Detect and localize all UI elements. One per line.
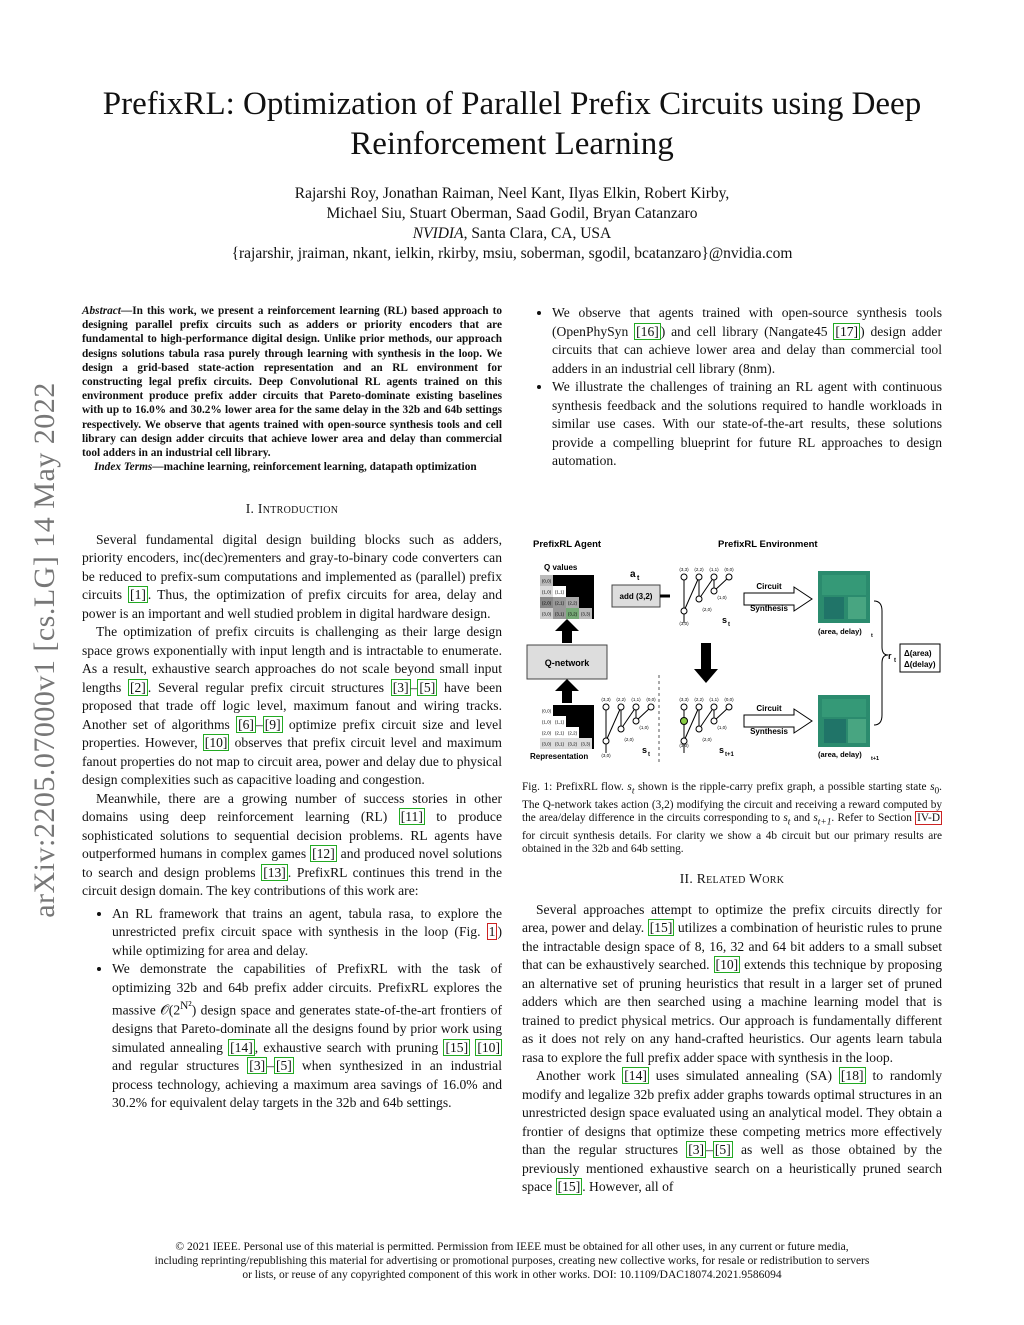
right-column bbox=[522, 304, 942, 471]
svg-text:s: s bbox=[642, 745, 648, 755]
svg-text:(3,3): (3,3) bbox=[580, 741, 591, 747]
section-link[interactable]: IV-D bbox=[917, 812, 940, 825]
action-label: add (3,2) bbox=[619, 592, 653, 601]
citation-link[interactable]: [9] bbox=[264, 716, 281, 732]
related-work bbox=[522, 870, 942, 1197]
state-grid bbox=[540, 705, 594, 749]
citation-link[interactable]: [10] bbox=[715, 957, 739, 972]
list-item: • An RL framework that trains an agent, tabula rasa, to explore the unrestricted prefix circuit space with synthesis in the loop (Fig. 1 ) while optimizing for area and delay. bbox=[112, 905, 502, 961]
abstract bbox=[82, 304, 502, 460]
svg-text:(1,1): (1,1) bbox=[554, 719, 565, 725]
citation-link[interactable]: [3] bbox=[392, 679, 409, 695]
citation-link[interactable]: [15] bbox=[445, 1039, 469, 1055]
citation-link[interactable]: [10] bbox=[204, 735, 228, 751]
title-line-1: PrefixRL: Optimization of Parallel Prefix Circuits using Deep bbox=[102, 86, 922, 122]
arrow-down-icon bbox=[694, 643, 718, 683]
svg-text:a: a bbox=[630, 569, 636, 580]
arrow-up-icon bbox=[555, 619, 579, 643]
affiliation-location: , Santa Clara, CA, USA bbox=[463, 225, 612, 242]
svg-text:(1,0): (1,0) bbox=[639, 725, 649, 730]
svg-text:s: s bbox=[722, 615, 728, 625]
intro-paragraph-2: The optimization of prefix circuits is challenging as their large design space grows exponentially with input length and is intractable to enumerate. As a result, exhaustive search approaches do not scale beyond small input lengths [2] . Several regular prefix circuit structures [3] – [5] have been proposed that trade off logic level, maximum fanout and wiring tracks. Another set of algorithms [6] – [9] optimize prefix circuit size and level properties. However, [10] observes that prefix circuit level and maximum fanout properties do not map to circuit area, power and delay due to physical design complexities such as capacitive loading and congestion. bbox=[82, 624, 502, 788]
svg-text:(3,2): (3,2) bbox=[567, 741, 578, 747]
index-terms-label: Index Terms bbox=[94, 461, 153, 474]
citation-link[interactable]: [12] bbox=[312, 846, 335, 862]
brace bbox=[874, 601, 888, 725]
citation-link[interactable]: [16] bbox=[636, 323, 659, 339]
arxiv-id-text: arXiv:2205.07000v1 [cs.LG] 14 May 2022 bbox=[28, 382, 61, 918]
svg-text:(3,0): (3,0) bbox=[541, 741, 552, 747]
index-terms bbox=[82, 460, 502, 474]
affiliation-org: NVIDIA bbox=[412, 225, 464, 242]
svg-text:(3,0): (3,0) bbox=[541, 611, 552, 617]
citation-link[interactable]: [6] bbox=[238, 716, 254, 732]
svg-text:(1,1): (1,1) bbox=[709, 697, 719, 702]
citation-link[interactable]: [2] bbox=[129, 679, 146, 695]
svg-text:(1,0): (1,0) bbox=[541, 589, 552, 595]
svg-text:(2,0): (2,0) bbox=[541, 730, 552, 736]
citation-link[interactable]: [10] bbox=[477, 1039, 500, 1055]
svg-text:(0,0): (0,0) bbox=[724, 567, 734, 572]
svg-text:Circuit: Circuit bbox=[756, 704, 782, 713]
related-paragraph-2: Another work [14] uses simulated annealing (SA) [18] to randomly modify and legalize 32b prefix adder graphs towards optimal structures in an unrestricted design space evaluated using an analytical model. They obtain a frontier of designs that optimize these competing metrics more effectively than the regular structures [3] – [5] as well as those obtained by the previously mentioned exhaustive search on a heuristically pruned search space [15] . However, all of bbox=[522, 1068, 943, 1194]
prefix-graph-st1 bbox=[679, 697, 734, 753]
list-item: • We observe that agents trained with open-source synthesis tools (OpenPhySyn [16] ) and cell library (Nangate45 [17] ) design adder circuits that can achieve lower area and delay than commercial tool adders in an industrial cell library (8nm). bbox=[552, 304, 942, 378]
svg-text:(3,3): (3,3) bbox=[679, 567, 689, 572]
section-heading-introduction: I. Introduction bbox=[245, 501, 339, 517]
prefix-graph-input bbox=[601, 697, 656, 758]
related-paragraph-1: Several approaches attempt to optimize the prefix circuits directly for area, power and delay. [15] utilizes a combination of heuristic rules to prune the intractable design space of 8, 16, 32 and 64 bit adders to a small subset that can be exhaustively searched. [10] extends this technique by proposing an alternative set of pruning heuristics that result in a larger set of pruned adders which are then searched using a machine learning model that is trained to predict physical metrics. Our approach is fundamentally different as it does not rely on any hand-crafted heuristics. Our agents learn tabula rasa to explore the full prefix adder space with synthesis in the loop. bbox=[522, 901, 942, 1065]
citation-link[interactable]: [13] bbox=[263, 864, 286, 880]
svg-text:(2,0): (2,0) bbox=[624, 737, 634, 742]
citation-link[interactable]: [3] bbox=[688, 1142, 705, 1157]
svg-text:(1,0): (1,0) bbox=[541, 719, 552, 725]
svg-text:(3,0): (3,0) bbox=[601, 753, 611, 758]
intro-paragraph-3: Meanwhile, there are a growing number of success stories in other domains using deep reinforcement learning (RL) [11] to produce sophisticated solutions to sequential decision problems. RL agents have outperformed humans in complex games [12] and produced novel solutions to search and design problems [13] . PrefixRL continues this trend in the circuit design domain. The key contributions of this work are: bbox=[82, 790, 502, 899]
paper-title bbox=[60, 84, 964, 164]
agent-title: PrefixRL Agent bbox=[533, 539, 602, 550]
big-o-math: 𝒪(2 bbox=[160, 1002, 181, 1018]
citation-link[interactable]: [14] bbox=[230, 1039, 253, 1055]
abstract-label: Abstract bbox=[82, 305, 121, 317]
svg-text:(3,3): (3,3) bbox=[601, 697, 611, 702]
citation-link[interactable]: [1] bbox=[130, 587, 146, 603]
svg-text:(2,2): (2,2) bbox=[694, 697, 704, 702]
citation-link[interactable]: [18] bbox=[840, 1068, 864, 1083]
author-emails: {rajarshir, jraiman, nkant, ielkin, rkirby, msiu, soberman, sgodil, bcatanzaro}@nvidia.com bbox=[231, 245, 793, 262]
affiliation bbox=[60, 224, 964, 244]
section-heading-related-work: II. Related Work bbox=[679, 871, 785, 886]
svg-text:(3,1): (3,1) bbox=[554, 611, 565, 617]
svg-text:(2,2): (2,2) bbox=[567, 730, 578, 736]
svg-text:(0,0): (0,0) bbox=[541, 578, 552, 584]
svg-text:(2,2): (2,2) bbox=[616, 697, 626, 702]
footer-line-2: including reprinting/republishing this material for advertising or promotional purposes, creating new collective works, for resale or redistribution to servers bbox=[154, 1255, 870, 1267]
svg-text:(1,1): (1,1) bbox=[631, 697, 641, 702]
figure-caption: Fig. 1: PrefixRL flow. $s_t$ shown is the ripple-carry prefix graph, a possible starting state $s_0$. The Q-network takes action (3,2) modifying the circuit and receiving a reward computed by the area/delay difference in the circuits corresponding to $s_t$ and $s_{t+1}$. Refer to Section IV-D for circuit synthesis details. For clarity we show a 4b circuit but our primary results are obtained in the 32b and 64b setting. bbox=[522, 781, 942, 856]
footer-line-3: or lists, or reuse of any copyrighted component of this work in other works. DOI: 10.1109/DAC18074.2021.9586094 bbox=[242, 1269, 782, 1281]
svg-text:(3,1): (3,1) bbox=[554, 741, 565, 747]
svg-text:(2,1): (2,1) bbox=[554, 730, 565, 736]
svg-text:(area, delay): (area, delay) bbox=[818, 750, 862, 759]
citation-link[interactable]: [15] bbox=[649, 920, 673, 935]
svg-text:(0,0): (0,0) bbox=[541, 708, 552, 714]
environment-title: PrefixRL Environment bbox=[718, 539, 818, 550]
citation-link[interactable]: [11] bbox=[400, 809, 423, 825]
arxiv-identifier bbox=[20, 340, 70, 960]
list-item: • We illustrate the challenges of training an RL agent with continuous synthesis feedback and the solutions required to handle workloads in similar use cases. With our state-of-the-art results, these solutions provide a compelling blueprint for future RL approaches to design automation. bbox=[552, 378, 942, 471]
svg-text:(2,1): (2,1) bbox=[554, 600, 565, 606]
authors-line-1: Rajarshi Roy, Jonathan Raiman, Neel Kant, Ilyas Elkin, Robert Kirby, bbox=[294, 185, 730, 202]
citation-link[interactable]: [15] bbox=[557, 1179, 581, 1194]
svg-text:(3,2): (3,2) bbox=[567, 611, 578, 617]
footer-line-1: © 2021 IEEE. Personal use of this material is permitted. Permission from IEEE must be obtained for all other uses, in any current or future media, bbox=[175, 1241, 849, 1253]
svg-text:Δ(area): Δ(area) bbox=[904, 649, 932, 658]
citation-link[interactable]: [5] bbox=[714, 1142, 731, 1157]
svg-text:(3,0): (3,0) bbox=[679, 621, 689, 626]
citation-link[interactable]: [17] bbox=[835, 323, 859, 339]
copyright-footer bbox=[80, 1240, 944, 1282]
figure-link[interactable]: 1 bbox=[488, 924, 496, 940]
abstract-text: —In this work, we present a reinforcement learning (RL) based approach to designing parallel prefix circuits such as adders or priority encoders that are fundamental to high-performance digital design. Unlike prior methods, our approach designs solutions tabula rasa purely through learning with synthesis in the loop. We design a grid-based state-action representation and an RL environment for constructing legal prefix circuits. Deep Convolutional RL agents trained on this environment produce prefix adder circuits that Pareto-dominate existing baselines with up to 16.0% and 30.2% lower area for the same delay in the 32b and 64b settings respectively. We observe that agents trained with open-source synthesis tools and cell library can design adder circuits that achieve lower area and delay than commercial tool adders in an industrial cell library. bbox=[82, 305, 502, 460]
representation-label: Representation bbox=[530, 752, 589, 761]
citation-link[interactable]: [5] bbox=[419, 679, 436, 695]
synthesis-label: Synthesis bbox=[750, 604, 788, 613]
index-terms-text: —machine learning, reinforcement learning, datapath optimization bbox=[152, 461, 477, 474]
svg-text:t: t bbox=[894, 658, 896, 664]
svg-text:(0,0): (0,0) bbox=[724, 697, 734, 702]
intro-paragraph-1: Several fundamental digital design building blocks such as adders, priority encoders, inc(dec)rementers and gray-to-binary code converters can be reduced to prefix-sum computations and implemented as (parallel) prefix circuits [1] . Thus, the optimization of prefix circuits for area, delay and power is an important and well studied problem in digital hardware design. bbox=[82, 531, 502, 621]
svg-text:Synthesis: Synthesis bbox=[750, 727, 788, 736]
svg-text:t: t bbox=[648, 752, 650, 758]
q-values-label: Q values bbox=[544, 563, 578, 572]
svg-text:(2,2): (2,2) bbox=[567, 600, 578, 606]
svg-text:Δ(delay): Δ(delay) bbox=[904, 660, 936, 669]
list-item: • We demonstrate the capabilities of PrefixRL with the task of optimizing 32b and 64b prefix adder circuits. PrefixRL explores the massive $𝒪(2^{N^2})$ design space and generates state-of-the-art frontiers of designs that Pareto-dominate all the designs found by prior work using simulated annealing [14] , exhaustive search with pruning [15] [10] and regular structures [3] – [5] when synthesized in an industrial process technology, achieving a maximum area savings of 16.0% and 30.2% for equivalent delay targets in the 32b and 64b settings. bbox=[112, 960, 502, 1113]
svg-text:t: t bbox=[637, 575, 640, 582]
svg-text:s: s bbox=[719, 745, 725, 755]
citation-link[interactable]: [5] bbox=[275, 1058, 292, 1074]
citation-link[interactable]: [14] bbox=[624, 1068, 647, 1083]
svg-text:(2,0): (2,0) bbox=[702, 737, 712, 742]
svg-text:(0,0): (0,0) bbox=[646, 697, 656, 702]
left-column bbox=[82, 304, 502, 1113]
q-network-label: Q-network bbox=[544, 658, 590, 668]
title-line-2: Reinforcement Learning bbox=[350, 126, 674, 162]
svg-text:(3,0): (3,0) bbox=[679, 743, 689, 748]
prefixrl-flow-figure bbox=[522, 535, 952, 773]
contributions-list-continued bbox=[522, 304, 942, 471]
q-values-grid bbox=[540, 575, 594, 619]
citation-link[interactable]: [3] bbox=[249, 1058, 266, 1074]
svg-text:(2,2): (2,2) bbox=[694, 567, 704, 572]
svg-text:(1,0): (1,0) bbox=[717, 595, 727, 600]
svg-text:(3,3): (3,3) bbox=[580, 611, 591, 617]
arrow-up-icon bbox=[555, 679, 579, 703]
svg-text:t+1: t+1 bbox=[871, 756, 880, 762]
svg-text:r: r bbox=[888, 651, 892, 661]
circuit-label: Circuit bbox=[756, 582, 782, 591]
svg-text:(area, delay): (area, delay) bbox=[818, 627, 862, 636]
authors-line-2: Michael Siu, Stuart Oberman, Saad Godil, Bryan Catanzaro bbox=[326, 205, 698, 222]
svg-text:(1,0): (1,0) bbox=[717, 725, 727, 730]
svg-text:(2,0): (2,0) bbox=[702, 607, 712, 612]
svg-text:t+1: t+1 bbox=[725, 752, 734, 758]
author-block bbox=[60, 184, 964, 264]
svg-text:(1,1): (1,1) bbox=[554, 589, 565, 595]
svg-text:(1,1): (1,1) bbox=[709, 567, 719, 572]
svg-text:t: t bbox=[871, 633, 873, 639]
svg-text:(3,3): (3,3) bbox=[679, 697, 689, 702]
svg-text:t: t bbox=[728, 622, 730, 628]
svg-text:(2,0): (2,0) bbox=[541, 600, 552, 606]
contributions-list bbox=[82, 905, 502, 1113]
